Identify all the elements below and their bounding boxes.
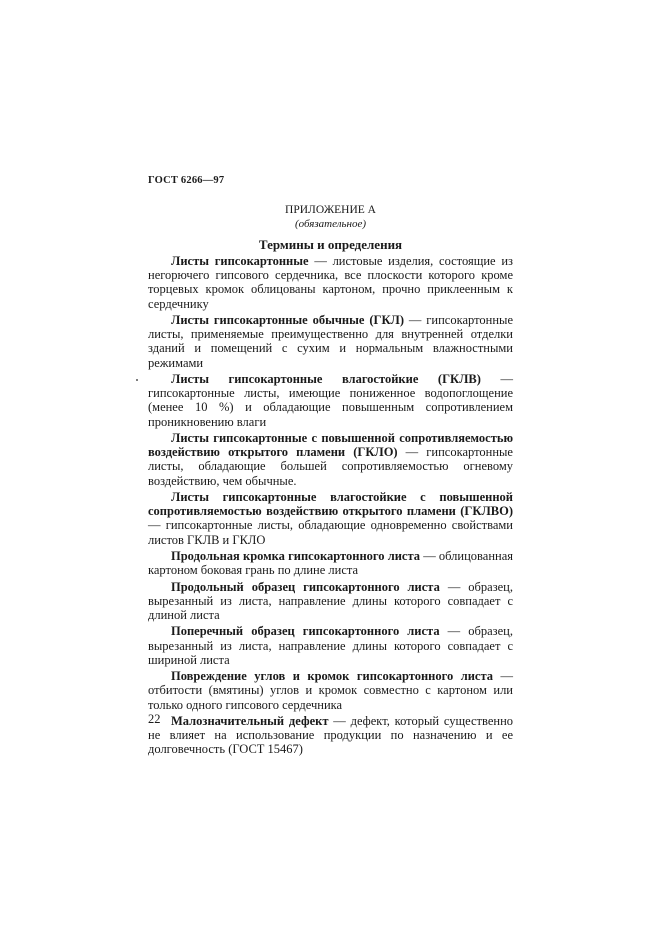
- term-name: Листы гипсокартонные обычные (ГКЛ): [171, 313, 404, 327]
- term-entry: [148, 313, 513, 370]
- term-definition: — образец, вырезанный из листа, направление длины которого совпадает с шириной листа: [148, 624, 513, 667]
- term-name: Продольный образец гипсокартонного листа: [171, 579, 440, 594]
- margin-mark: [136, 379, 138, 381]
- term-name: Повреждение углов и кромок гипсокартонного листа: [171, 669, 494, 684]
- term-entry: [148, 624, 513, 667]
- term-definition: — облицованная картоном боковая грань по длине листа: [148, 549, 513, 578]
- term-definition: — гипсокартонные листы, обладающие большей сопротивляемостью огневому воздействию, чем обычные.: [148, 445, 513, 488]
- term-name: Малозначительный дефект: [171, 713, 329, 728]
- term-entry: [148, 549, 513, 577]
- term-name: Листы гипсокартонные влагостойкие (ГКЛВ): [171, 372, 481, 386]
- term-definition: — дефект, который существенно не влияет на использование продукции по назначению и ее долговечность (ГОСТ 15467): [148, 713, 514, 757]
- term-definition: — листовые изделия, состоящие из негорючего гипсового сердечника, все плоскости которого кроме торцевых кромок облицованы картоном, прочно приклеенным к сердечнику: [148, 254, 513, 311]
- terms-list: [148, 254, 513, 759]
- term-definition: — гипсокартонные листы, применяемые преимущественно для внутренней отделки зданий и помещений с сухим и нормальным влажностными режимами: [148, 313, 513, 370]
- appendix-subtitle: (обязательное): [294, 218, 367, 230]
- term-definition: — отбитости (вмятины) углов и кромок совместно с картоном или только одного гипсового сердечника: [148, 669, 513, 712]
- term-entry: [148, 490, 513, 547]
- term-definition: — гипсокартонные листы, имеющие пониженное водопоглощение (менее 10 %) и обладающие повышенным сопротивлением проникновению влаги: [148, 372, 514, 429]
- term-entry: [148, 372, 513, 429]
- appendix-title: ПРИЛОЖЕНИЕ А: [285, 204, 376, 216]
- term-definition: — образец, вырезанный из листа, направление длины которого совпадает с длиной листа: [148, 579, 513, 622]
- term-entry: [148, 431, 513, 488]
- appendix-heading: [148, 203, 513, 231]
- document-code: ГОСТ 6266—97: [148, 175, 225, 186]
- section-title: Термины и определения: [258, 237, 403, 252]
- term-entry: [148, 669, 513, 712]
- page-number: 22: [148, 712, 161, 726]
- term-name: Продольная кромка гипсокартонного листа: [171, 549, 421, 563]
- term-name: Листы гипсокартонные с повышенной сопротивляемостью воздействию открытого пламени (ГКЛО): [148, 431, 513, 460]
- term-entry: [148, 714, 513, 757]
- term-entry: [148, 580, 513, 623]
- term-name: Поперечный образец гипсокартонного листа: [171, 624, 440, 639]
- term-entry: [148, 254, 513, 311]
- term-name: Листы гипсокартонные влагостойкие с повышенной сопротивляемостью воздействию открытого пламени (ГКЛВО): [148, 490, 513, 519]
- term-name: Листы гипсокартонные: [171, 254, 309, 268]
- term-definition: — гипсокартонные листы, обладающие одновременно свойствами листов ГКЛВ и ГКЛО: [148, 518, 513, 547]
